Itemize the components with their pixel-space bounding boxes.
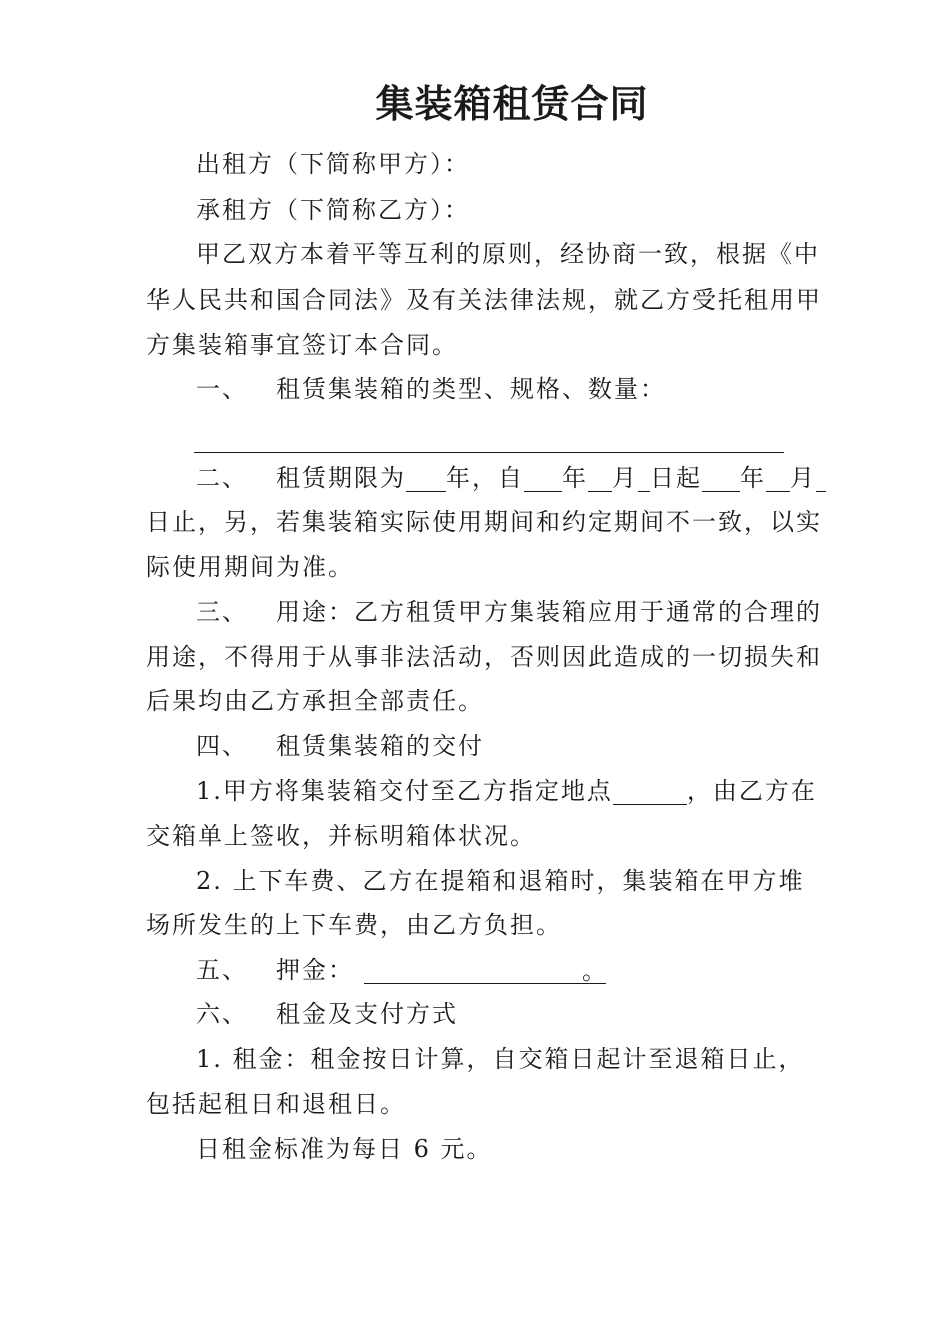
section-1-text: 租赁集装箱的类型、规格、数量： (276, 375, 666, 403)
section-3-line-1 (196, 596, 822, 628)
lease-years-blank (406, 463, 446, 492)
deposit-label: 押金： (276, 956, 354, 984)
delivery-sign-text: ，由乙方在 (686, 777, 817, 805)
from-label: 年，自 (446, 464, 524, 492)
delivery-location-label: 1.甲方将集装箱交付至乙方指定地点 (196, 777, 613, 805)
section-4-heading (196, 730, 484, 762)
deposit-blank (364, 955, 606, 984)
section-4-item-1-line-2: 交箱单上签收，并标明箱体状况。 (146, 822, 536, 850)
container-type-blank-line (194, 452, 784, 453)
section-4-item-2-line-2: 场所发生的上下车费，由乙方负担。 (146, 911, 562, 939)
start-day-blank (638, 463, 650, 492)
section-6-item-1-line-1: 1. 租金：租金按日计算，自交箱日起计至退箱日止， (196, 1045, 805, 1073)
lessor-line: 出租方（下简称甲方）： (196, 150, 470, 178)
section-4-item-1-line-1 (196, 775, 817, 807)
start-year-blank (524, 463, 562, 492)
end-day-blank (816, 463, 826, 492)
end-month-label: 月 (790, 464, 816, 492)
end-year-blank (702, 463, 740, 492)
section-1-heading (196, 373, 666, 405)
section-4-text: 租赁集装箱的交付 (276, 732, 484, 760)
preamble-line-3: 方集装箱事宜签订本合同。 (146, 331, 458, 359)
lessee-line: 承租方（下简称乙方）： (196, 196, 470, 224)
section-6-heading (196, 998, 458, 1030)
section-3-line-2: 用途，不得用于从事非法活动，否则因此造成的一切损失和 (146, 643, 822, 671)
section-3-text: 用途：乙方租赁甲方集装箱应用于通常的合理的 (276, 598, 822, 626)
section-3-number: 三、 (196, 598, 248, 626)
section-6-item-1-line-2: 包括起租日和退租日。 (146, 1090, 406, 1118)
section-5-line (196, 954, 606, 986)
preamble-line-1: 甲乙双方本着平等互利的原则，经协商一致，根据《中 (196, 240, 820, 268)
end-year-label: 年 (740, 464, 766, 492)
section-2-line-1 (196, 462, 826, 494)
section-6-text: 租金及支付方式 (276, 1000, 458, 1028)
section-4-item-2-line-1: 2. 上下车费、乙方在提箱和退箱时，集装箱在甲方堆 (196, 867, 805, 895)
section-2-line-2: 日止，另，若集装箱实际使用期间和约定期间不一致，以实 (146, 508, 822, 536)
section-2-number: 二、 (196, 464, 248, 492)
document-title: 集装箱租赁合同 (375, 82, 649, 126)
section-4-number: 四、 (196, 732, 248, 760)
section-5-number: 五、 (196, 956, 248, 984)
section-1-number: 一、 (196, 375, 248, 403)
delivery-location-blank (613, 776, 687, 805)
lease-term-label: 租赁期限为 (276, 464, 406, 492)
year-label: 年 (562, 464, 588, 492)
start-day-label: 日起 (650, 464, 702, 492)
section-6-number: 六、 (196, 1000, 248, 1028)
start-month-blank (588, 463, 612, 492)
section-3-line-3: 后果均由乙方承担全部责任。 (146, 687, 484, 715)
deposit-period: 。 (582, 957, 608, 985)
month-label: 月 (612, 464, 638, 492)
end-month-blank (766, 463, 790, 492)
section-2-line-3: 际使用期间为准。 (146, 553, 354, 581)
preamble-line-2: 华人民共和国合同法》及有关法律法规，就乙方受托租用甲 (146, 286, 822, 314)
daily-rent-rate: 日租金标准为每日 6 元。 (196, 1135, 493, 1163)
